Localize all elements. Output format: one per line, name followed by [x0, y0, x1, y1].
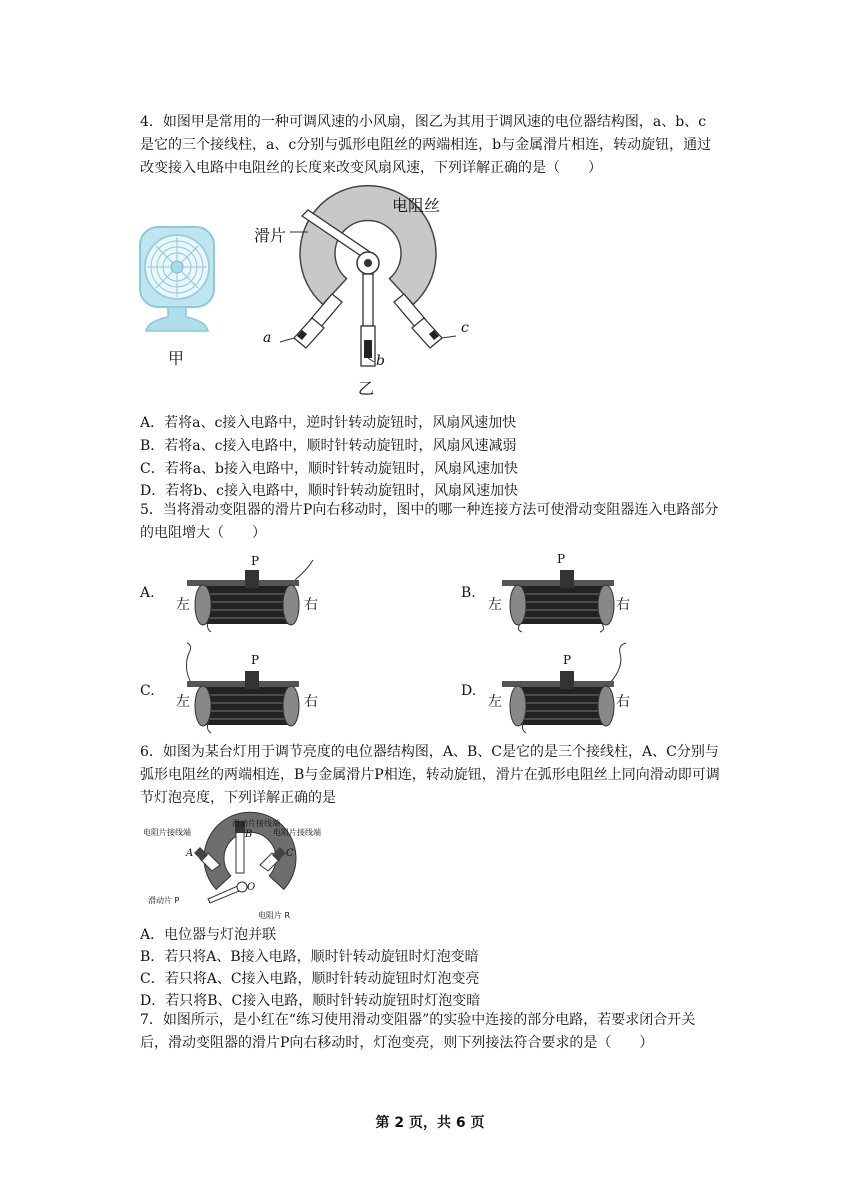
rheostat-d-left: 左 — [488, 694, 502, 710]
fig-yi-label: 乙 — [358, 379, 375, 398]
q4-option-a[interactable]: A．若将a、c接入电路中，逆时针转动旋钮时，风扇风速加快 — [140, 415, 517, 431]
q6-option-d[interactable]: D．若只将B、C接入电路，顺时针转动旋钮时灯泡变暗 — [140, 993, 481, 1009]
q5-option-b[interactable]: B. — [461, 585, 476, 601]
pivot-O-label: O — [247, 882, 256, 893]
terminal-A-label: A — [186, 848, 194, 859]
rheostat-b-right: 右 — [616, 597, 630, 613]
label-left-resistor-terminal: 电阻片接线端 — [143, 828, 191, 837]
label-right-resistor-terminal: 电阻片接线端 — [273, 828, 321, 837]
q4-option-d[interactable]: D．若将b、c接入电路中，顺时针转动旋钮时，风扇风速加快 — [140, 483, 519, 499]
q6-option-a[interactable]: A．电位器与灯泡并联 — [140, 927, 277, 943]
potentiometer-figure — [250, 190, 510, 375]
q5-option-d[interactable]: D. — [461, 683, 477, 699]
q4-option-b[interactable]: B．若将a、c接入电路中，顺时针转动旋钮时，风扇风速减弱 — [140, 438, 517, 454]
q6-option-b[interactable]: B．若只将A、B接入电路，顺时针转动旋钮时灯泡变暗 — [140, 949, 479, 965]
q5-option-a[interactable]: A. — [140, 585, 155, 601]
rheostat-b-left: 左 — [488, 597, 502, 613]
question-6-stem: 6．如图为某台灯用于调节亮度的电位器结构图，A、B、C是它的是三个接线柱，A、C分别与弧形电阻丝的两端相连，B与金属滑片P相连，转动旋钮，滑片在弧形电阻丝上同向滑动即可调节灯泡亮度，下列详解正确的是 — [140, 744, 720, 806]
q6-option-c[interactable]: C．若只将A、C接入电路，顺时针转动旋钮时灯泡变亮 — [140, 971, 480, 987]
rheostat-a — [175, 558, 325, 633]
rheostat-c-left: 左 — [176, 694, 190, 710]
rheostat-c-p: P — [251, 653, 260, 667]
rheostat-c — [175, 643, 325, 733]
rheostat-a-right: 右 — [304, 597, 318, 613]
terminal-B-label: B — [245, 829, 253, 840]
label-slider-terminal: 滑动片接线端 — [232, 819, 280, 828]
label-slider: 滑片 — [254, 226, 287, 245]
rheostat-a-p: P — [251, 554, 260, 568]
q5-option-c[interactable]: C. — [140, 683, 155, 699]
question-4-stem: 4．如图甲是常用的一种可调风速的小风扇，图乙为其用于调风速的电位器结构图，a、b、c是它的三个接线柱，a、c分别与弧形电阻丝的两端相连，b与金属滑片相连，转动旋钮，通过改变接入电路中电阻丝的长度来改变风扇风速，下列详解正确的是（ ） — [140, 114, 712, 176]
rheostat-c-right: 右 — [304, 694, 318, 710]
question-5-stem: 5．当将滑动变阻器的滑片P向右移动时，图中的哪一种连接方法可使滑动变阻器连入电路部分的电阻增大（ ） — [140, 502, 719, 541]
terminal-c-label: c — [461, 320, 469, 336]
fig-jia-label: 甲 — [168, 349, 185, 368]
rheostat-a-left: 左 — [176, 597, 190, 613]
label-resistor-wire: 电阻丝 — [392, 196, 441, 215]
terminal-a-label: a — [263, 330, 272, 346]
question-7-stem: 7．如图所示，是小红在“练习使用滑动变阻器”的实验中连接的部分电路，若要求闭合开关后，滑动变阻器的滑片P向右移动时，灯泡变亮，则下列接法符合要求的是（ ） — [140, 1012, 696, 1051]
rheostat-d-p: P — [563, 653, 572, 667]
page-footer: 第 2 页，共 6 页 — [375, 1115, 485, 1131]
rheostat-b-p: P — [557, 552, 566, 566]
terminal-b-label: b — [376, 353, 385, 369]
label-resistor-r: 电阻片 R — [258, 911, 291, 920]
label-slider-p: 滑动片 P — [148, 896, 180, 905]
rheostat-d-right: 右 — [616, 694, 630, 710]
terminal-C-label: C — [286, 848, 294, 859]
fan-figure — [138, 225, 218, 345]
q4-option-c[interactable]: C．若将a、b接入电路中，顺时针转动旋钮时，风扇风速加快 — [140, 461, 519, 477]
